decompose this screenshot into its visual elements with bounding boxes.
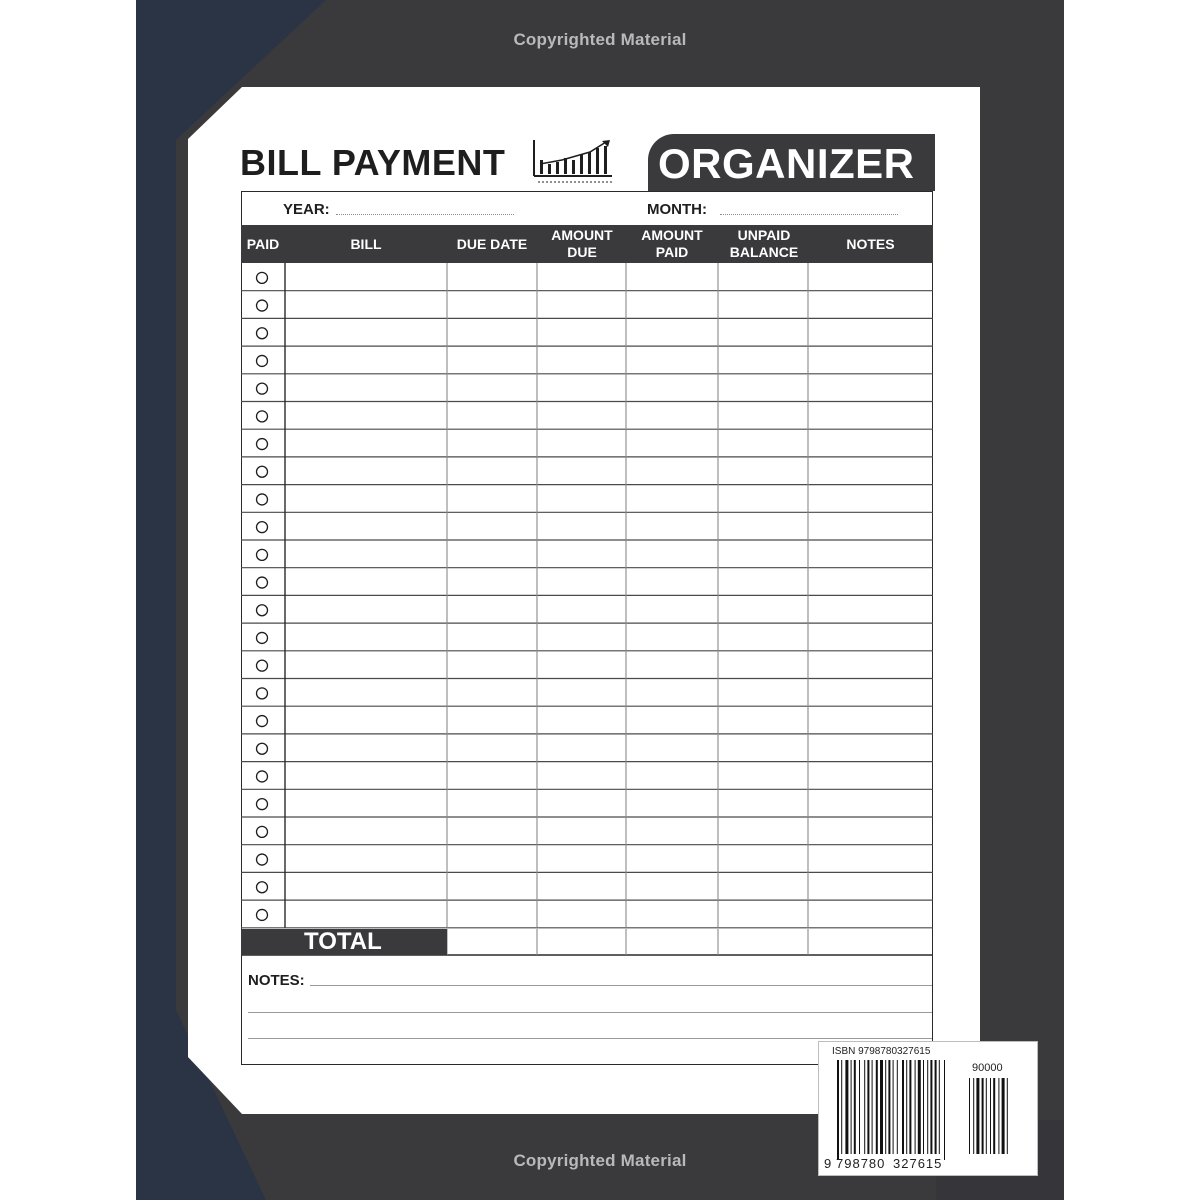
table-row[interactable] (242, 680, 932, 706)
table-row[interactable] (242, 319, 932, 345)
total-label: TOTAL (304, 928, 382, 955)
barcode-bar (888, 1060, 890, 1154)
barcode-bar (902, 1060, 904, 1154)
isbn-digit-lead: 9 (824, 1156, 833, 1171)
paid-checkbox[interactable] (257, 882, 268, 893)
table-row[interactable] (242, 846, 932, 872)
barcode-bar (841, 1060, 842, 1154)
barcode-bar (944, 1060, 945, 1160)
paid-checkbox[interactable] (257, 605, 268, 616)
paid-checkbox[interactable] (257, 522, 268, 533)
paid-checkbox[interactable] (257, 466, 268, 477)
table-row[interactable] (242, 624, 932, 650)
table-row[interactable] (242, 763, 932, 789)
barcode-bar (885, 1060, 886, 1154)
barcode-bar (986, 1078, 987, 1154)
barcode-bar (1002, 1078, 1005, 1154)
paid-checkbox[interactable] (257, 799, 268, 810)
table-row[interactable] (242, 513, 932, 539)
table-row[interactable] (242, 347, 932, 373)
paid-checkbox[interactable] (257, 355, 268, 366)
paid-checkbox[interactable] (257, 660, 268, 671)
table-row[interactable] (242, 541, 932, 567)
title-organizer: ORGANIZER (658, 140, 915, 187)
title-bill-payment: BILL PAYMENT (240, 142, 506, 183)
barcode-bar (969, 1078, 970, 1154)
paid-checkbox[interactable] (257, 909, 268, 920)
paid-checkbox[interactable] (257, 549, 268, 560)
barcode-bar (837, 1060, 839, 1160)
paid-checkbox[interactable] (257, 826, 268, 837)
notes-line[interactable] (310, 985, 932, 986)
table-row[interactable] (242, 375, 932, 401)
watermark-top: Copyrighted Material (513, 30, 687, 49)
barcode-bar (859, 1060, 860, 1154)
table-row[interactable] (242, 430, 932, 456)
isbn-label: ISBN 9798780327615 (832, 1046, 931, 1057)
total-cell[interactable] (538, 930, 625, 954)
barcode-bar (897, 1060, 898, 1154)
month-label: MONTH: (647, 201, 707, 218)
table-row[interactable] (242, 292, 932, 318)
barcode-bar (876, 1060, 878, 1154)
table-row[interactable] (242, 873, 932, 899)
barcode-bar (893, 1060, 894, 1154)
barcode-bar (935, 1060, 937, 1154)
barcode-bar (915, 1060, 916, 1154)
total-cell[interactable] (448, 930, 536, 954)
barcode-bar (864, 1060, 865, 1154)
year-label: YEAR: (283, 201, 330, 218)
table-row[interactable] (242, 486, 932, 512)
paid-checkbox[interactable] (257, 743, 268, 754)
barcode-bar (845, 1060, 848, 1154)
table-row[interactable] (242, 569, 932, 595)
paid-checkbox[interactable] (257, 272, 268, 283)
header-due-date: DUE DATE (456, 235, 528, 252)
table-row[interactable] (242, 264, 932, 290)
total-cell[interactable] (719, 930, 807, 954)
barcode-price-code: 90000 (972, 1062, 1003, 1074)
table-row[interactable] (242, 652, 932, 678)
barcode-bar (973, 1078, 974, 1154)
table-row[interactable] (242, 458, 932, 484)
total-cell[interactable] (809, 930, 932, 954)
barcode-bar (918, 1060, 921, 1154)
table-row[interactable] (242, 790, 932, 816)
header-paid: PAID (246, 235, 280, 252)
barcode-bar (998, 1078, 999, 1154)
paid-checkbox[interactable] (257, 771, 268, 782)
paid-checkbox[interactable] (257, 716, 268, 727)
total-bar (241, 929, 447, 955)
header-unpaid-balance: UNPAID BALANCE (729, 227, 799, 260)
header-amount-paid: AMOUNT PAID (641, 227, 703, 260)
table-row[interactable] (242, 596, 932, 622)
paid-checkbox[interactable] (257, 439, 268, 450)
barcode-bar (867, 1060, 869, 1154)
notes-label: NOTES: (248, 972, 305, 989)
barcode-bar (880, 1060, 883, 1154)
barcode-bar (976, 1078, 979, 1154)
paid-checkbox[interactable] (257, 411, 268, 422)
barcode-bar (909, 1060, 911, 1154)
barcode-bar (982, 1078, 984, 1154)
barcode-bar (851, 1060, 852, 1154)
paid-checkbox[interactable] (257, 300, 268, 311)
table-row[interactable] (242, 735, 932, 761)
paid-checkbox[interactable] (257, 577, 268, 588)
barcode-bar (906, 1060, 907, 1154)
paid-checkbox[interactable] (257, 383, 268, 394)
barcode-bar (930, 1060, 932, 1154)
paid-checkbox[interactable] (257, 494, 268, 505)
barcode-bar (923, 1060, 924, 1154)
paid-checkbox[interactable] (257, 688, 268, 699)
barcode-bar (872, 1060, 873, 1154)
isbn-digits-group2: 327615 (893, 1156, 943, 1171)
barcode-bar (927, 1060, 928, 1154)
notes-line[interactable] (248, 1012, 932, 1013)
table-row[interactable] (242, 403, 932, 429)
table-row[interactable] (242, 707, 932, 733)
paid-checkbox[interactable] (257, 632, 268, 643)
barcode-bar (939, 1060, 940, 1154)
isbn-digits-group1: 798780 (836, 1156, 886, 1171)
table-row[interactable] (242, 818, 932, 844)
header-amount-due: AMOUNT DUE (551, 227, 613, 260)
total-cell[interactable] (627, 930, 717, 954)
barcode-bar (993, 1078, 995, 1154)
paid-checkbox[interactable] (257, 854, 268, 865)
paid-checkbox[interactable] (257, 328, 268, 339)
barcode-bar (854, 1060, 856, 1154)
notes-line[interactable] (248, 1038, 932, 1039)
barcode-bar (990, 1078, 991, 1154)
barcode-bar (1007, 1078, 1008, 1154)
header-bill: BILL (350, 235, 382, 252)
header-notes: NOTES (846, 235, 895, 252)
watermark-bottom: Copyrighted Material (513, 1151, 687, 1170)
table-row[interactable] (242, 901, 932, 927)
